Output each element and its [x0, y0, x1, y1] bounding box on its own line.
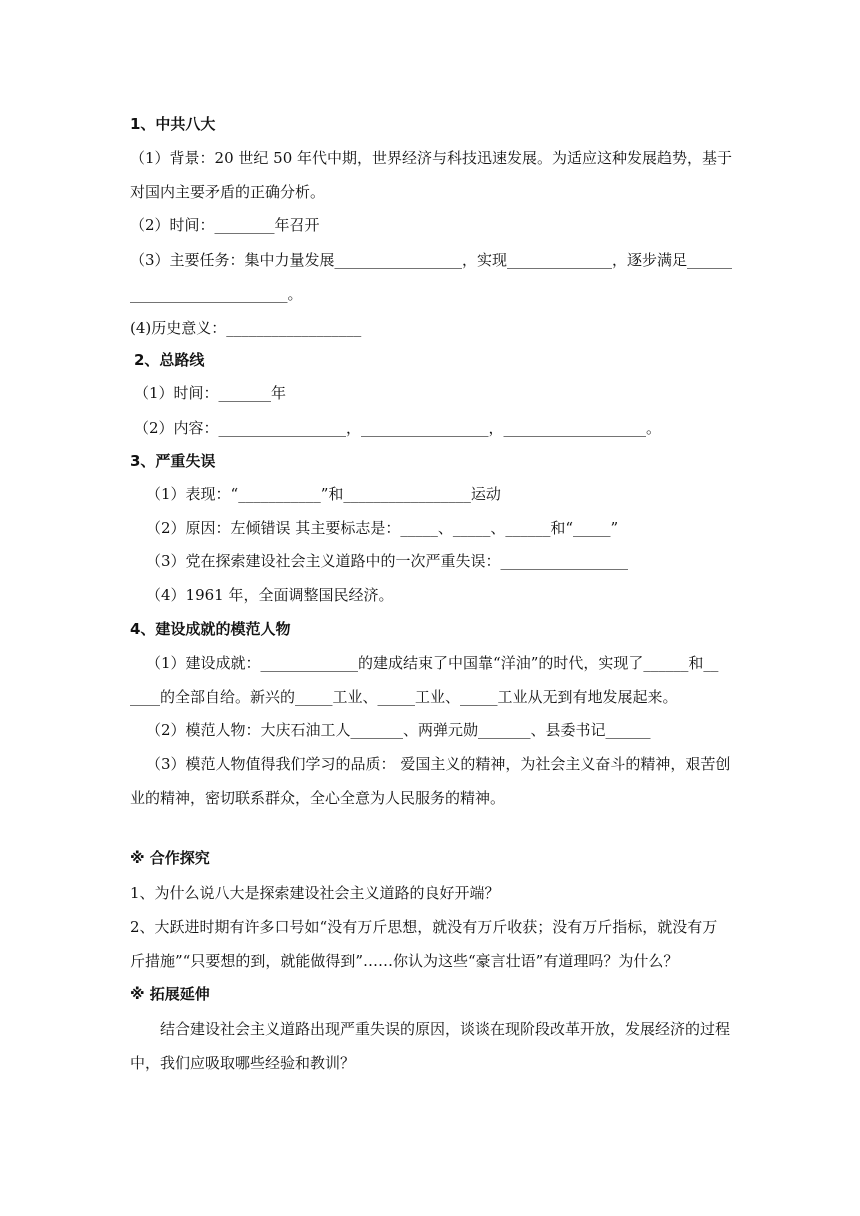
section1-task-line1: （3）主要任务：集中力量发展_________________，实现______________，逐步满足______ — [130, 251, 733, 269]
coop-question-1: 1、为什么说八大是探索建设社会主义道路的良好开端？ — [130, 884, 500, 902]
section3-title: 3、严重失误 — [130, 452, 216, 470]
extend-title: ※ 拓展延伸 — [130, 985, 210, 1003]
section3-cause: （2）原因：左倾错误 其主要标志是：_____、_____、______和“_____” — [146, 519, 619, 537]
section1-time: （2）时间：________年召开 — [130, 216, 320, 234]
section4-achievement-line1: （1）建设成就：_____________的建成结束了中国靠“洋油”的时代，实现了______和__ — [146, 654, 719, 672]
section4-model-figures: （2）模范人物：大庆石油工人_______、两弹元勋_______、县委书记______ — [146, 721, 651, 739]
coop-title: ※ 合作探究 — [130, 849, 210, 867]
section1-title: 1、中共八大 — [130, 115, 216, 133]
coop-question-2-line1: 2、大跃进时期有许多口号如“没有万斤思想，就没有万斤收获；没有万斤指标，就没有万 — [130, 918, 718, 936]
section2-time: （1）时间：_______年 — [134, 384, 287, 402]
section1-background-line2: 对国内主要矛盾的正确分析。 — [130, 183, 326, 201]
section1-background-line1: （1）背景：20 世纪 50 年代中期，世界经济与科技迅速发展。为适应这种发展趋势，基于 — [130, 149, 733, 167]
section4-title: 4、建设成就的模范人物 — [130, 620, 291, 638]
section3-adjustment: （4）1961 年，全面调整国民经济。 — [146, 586, 394, 604]
section4-qualities-line2: 业的精神，密切联系群众，全心全意为人民服务的精神。 — [130, 789, 506, 807]
section4-qualities-line1: （3）模范人物值得我们学习的品质： 爱国主义的精神，为社会主义奋斗的精神，艰苦创 — [146, 755, 731, 773]
extend-line1: 结合建设社会主义道路出现严重失误的原因，谈谈在现阶段改革开放，发展经济的过程 — [160, 1020, 731, 1038]
section1-task-line2: _____________________。 — [130, 285, 303, 303]
extend-line2: 中，我们应吸取哪些经验和教训？ — [130, 1054, 356, 1072]
section2-content: （2）内容：_________________，_________________，___________________。 — [134, 419, 662, 437]
coop-question-2-line2: 斤措施”“只要想的到，就能做得到”……你认为这些“豪言壮语”有道理吗？为什么？ — [130, 952, 679, 970]
section2-title: 2、总路线 — [134, 351, 205, 369]
section1-significance: (4)历史意义：__________________ — [130, 319, 362, 337]
section3-manifestation: （1）表现：“___________”和_________________运动 — [146, 485, 501, 503]
section3-mistake: （3）党在探索建设社会主义道路中的一次严重失误：_________________ — [146, 552, 629, 570]
section4-achievement-line2: ____的全部自给。新兴的_____工业、_____工业、_____工业从无到有地发展起来。 — [130, 688, 678, 706]
